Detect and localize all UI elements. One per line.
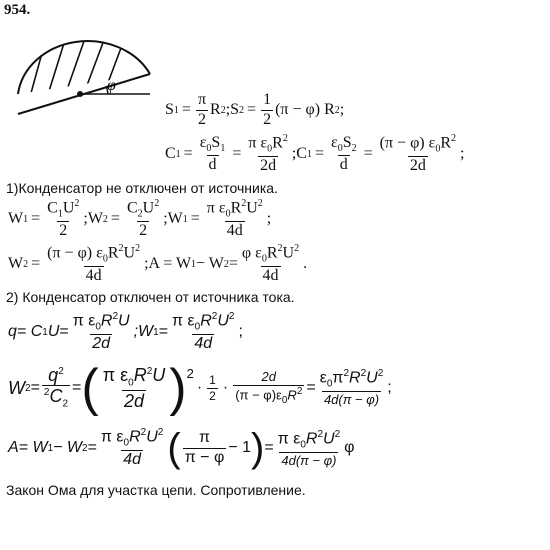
case-2-heading: 2) Конденсатор отключен от источника тока. bbox=[6, 289, 295, 305]
angle-label: φ bbox=[107, 77, 116, 94]
footer-text: Закон Ома для участка цепи. Сопротивление. bbox=[6, 482, 306, 498]
problem-number: 954. bbox=[4, 2, 31, 18]
case-1-heading: 1)Конденсатор не отключен от источника. bbox=[6, 180, 278, 196]
equation-areas: S 1 = $\frac{\pi}{2}$ R 2 ;S 2 = $\frac{1}{2}$ (π − φ) R 2 ; bbox=[165, 91, 345, 128]
equation-capacitances: C 1 = $\frac{\varepsilon_0S_1}{d}$ = $\frac{\pi \varepsilon_0R^2}{2d}$ ;C 1 = $\frac{\varepsilon_0S_2}{d}$ = $\frac{(\pi - \varphi) \varepsilon_0R^2}{2d}$ ; bbox=[165, 133, 465, 175]
equation-energies: W 1 = $\frac{C_1U^2}{2}$ ;W 2 = $\frac{C_2U^2}{2}$ ;W 1 = $\frac{\pi \varepsilon_0R^2U^2}{4d}$ ; bbox=[8, 198, 272, 240]
equation-energy-case-2: W 2 = $\frac{q^2}{^2C_2}$ = ( $\frac{\pi \varepsilon_0R^2U}{2d}$ ) $^2$ · $\frac{1}{2}$ · $\frac{2d}{(\pi - \varphi)\varepsilon_0R^2}$ = $\frac{\varepsilon_0\pi^2R^2U^2}{4d(\pi - \varphi)}$ ; bbox=[8, 359, 392, 417]
semicircle-figure bbox=[10, 24, 160, 124]
equation-charge: q = C 1 U = $\frac{\pi \varepsilon_0R^2U}{2d}$ ;W 1 = $\frac{\pi \varepsilon_0R^2U^2}{4d}$ ; bbox=[8, 311, 243, 353]
equation-work-case-1: W 2 = $\frac{(\pi - \varphi) \varepsilon_0R^2U^2}{4d}$ ;A = W 1 − W 2 = $\frac{\varphi \varepsilon_0R^2U^2}{4d}$ . bbox=[8, 243, 308, 285]
equation-work-case-2: A = W 1 − W 2 = $\frac{\pi \varepsilon_0R^2U^2}{4d}$ ( $\frac{\pi}{\pi - \varphi}$ − 1 ) = $\frac{\pi \varepsilon_0R^2U^2}{4d(\pi - \varphi)}$ φ bbox=[8, 426, 355, 471]
